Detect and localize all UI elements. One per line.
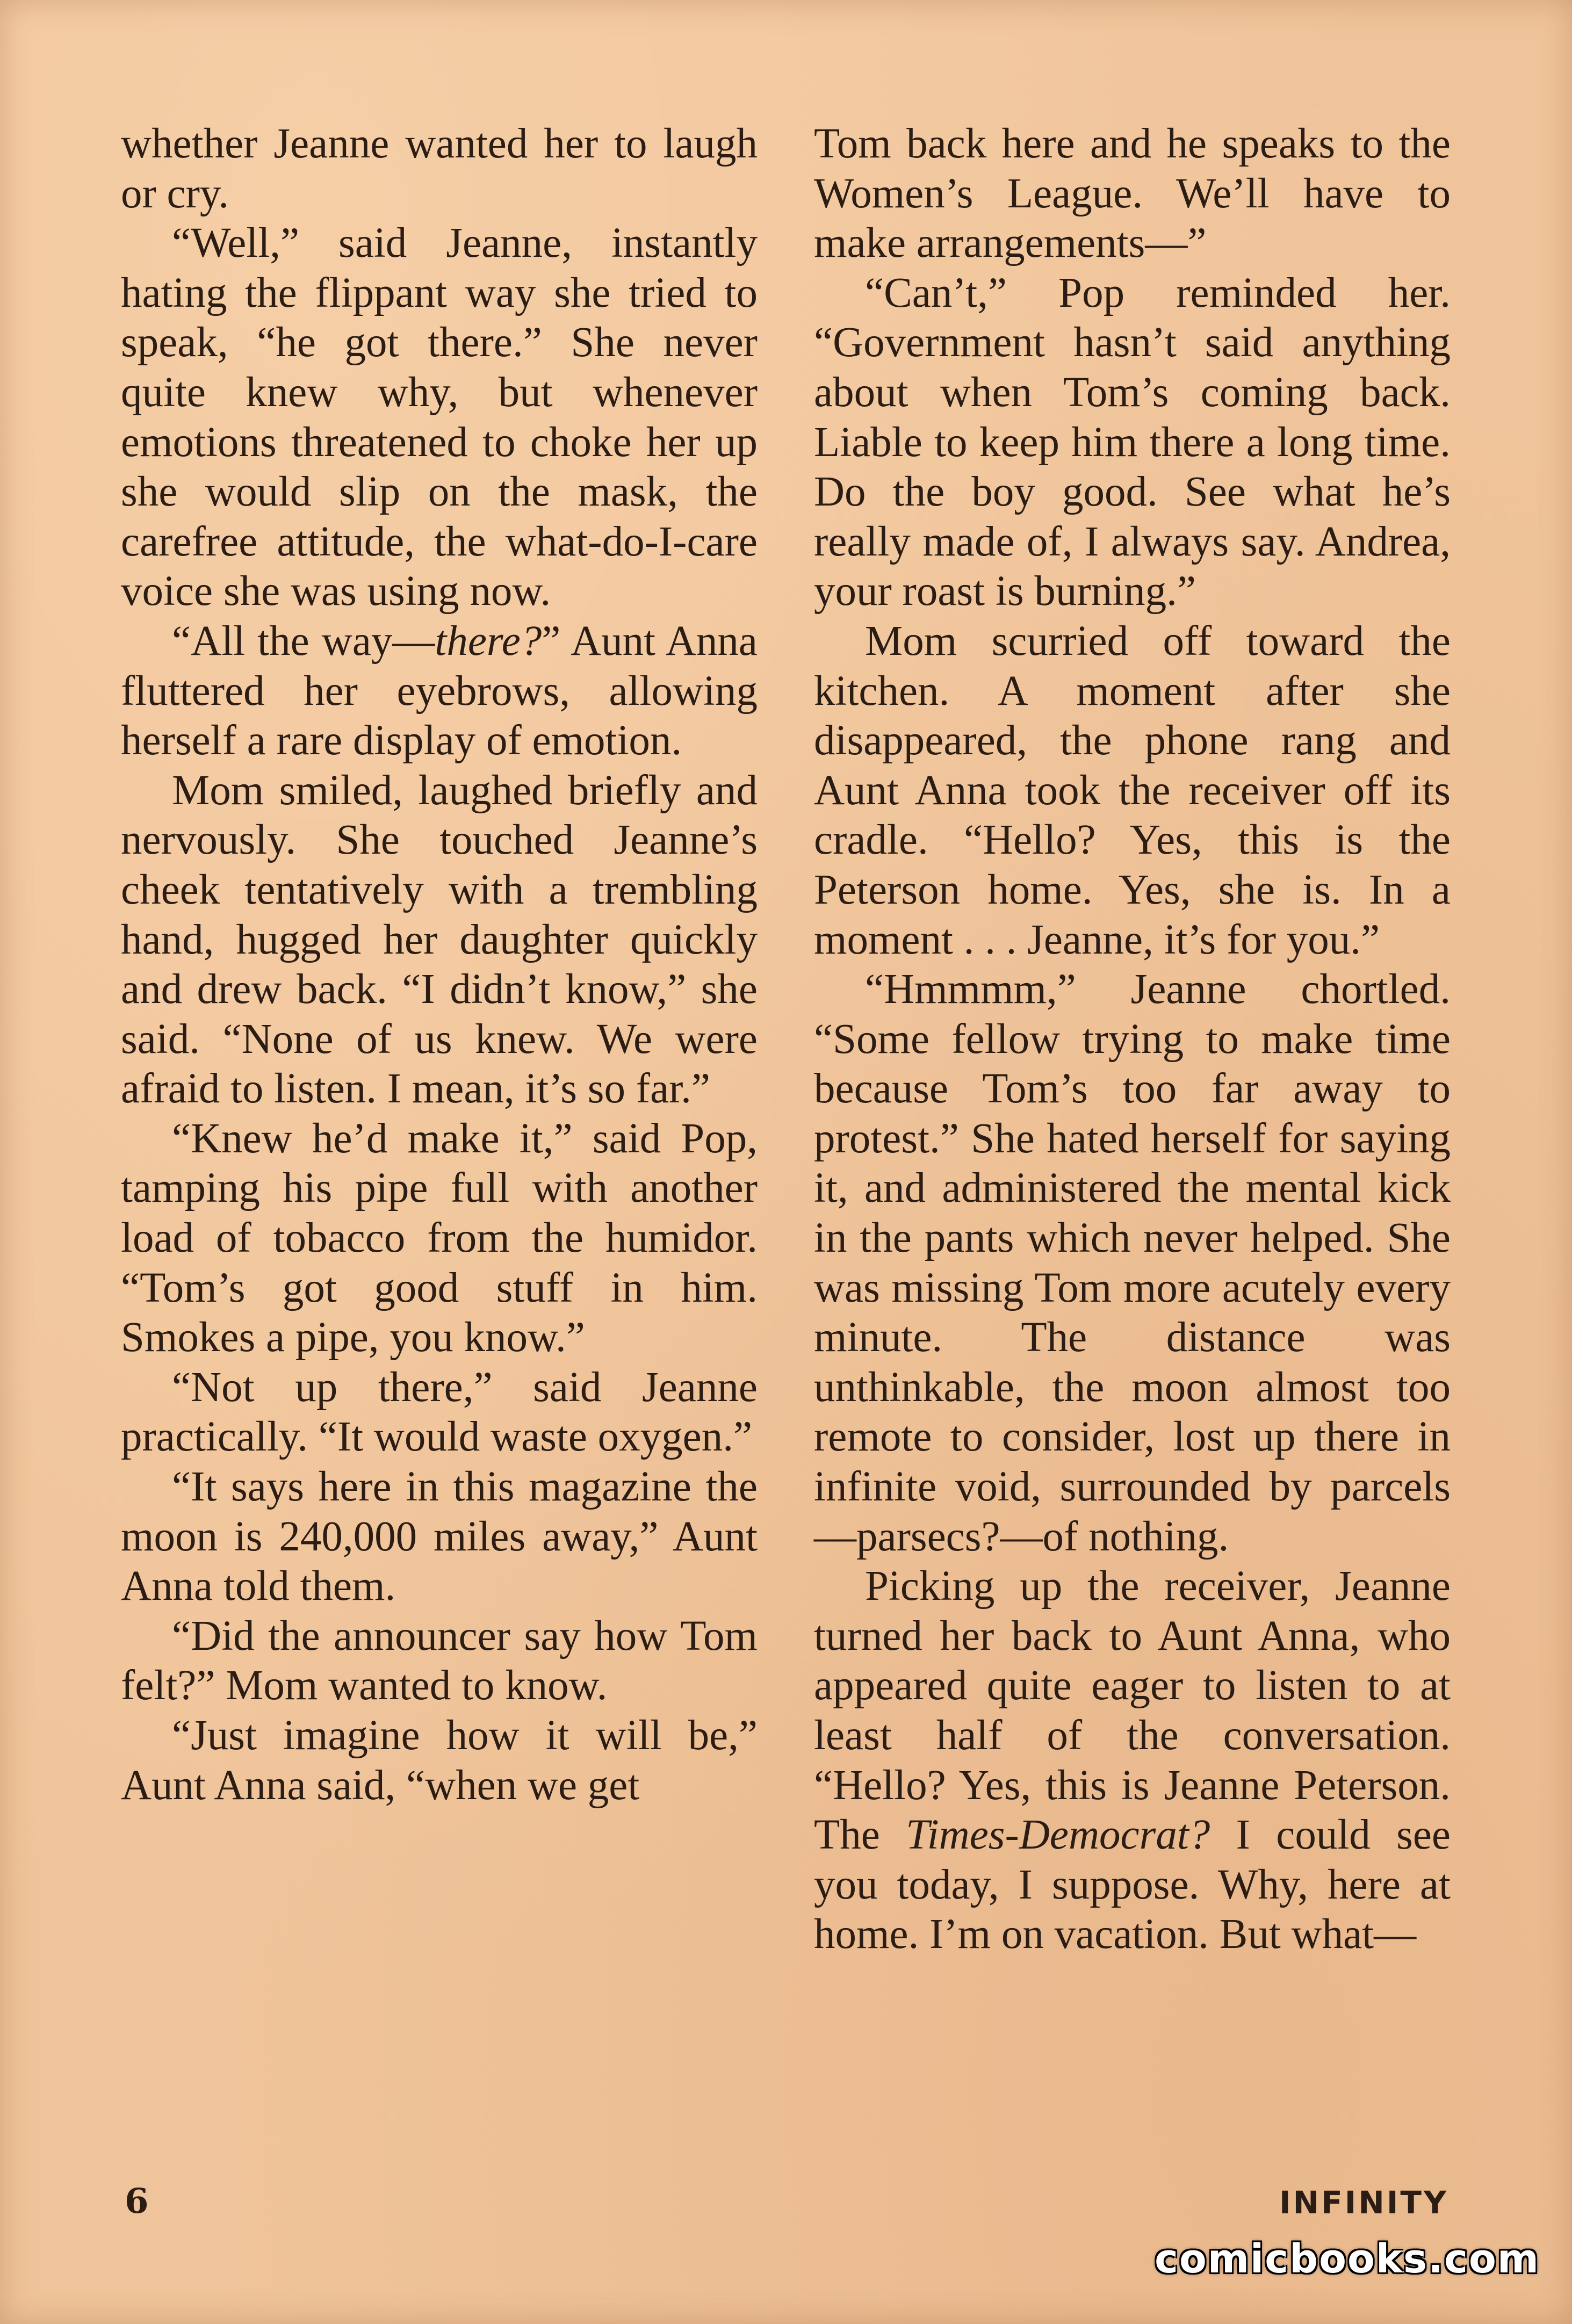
paragraph [121, 617, 758, 766]
italic-text: Times-Democrat? [906, 1811, 1210, 1859]
left-text-column [121, 119, 758, 1810]
paragraph: “Did the announcer say how Tom felt?” Mom wanted to know. [121, 1612, 758, 1709]
paragraph-text: I could see you today, I suppose. Why, here at home. I’m on vacation. But what— [814, 1811, 1451, 1958]
page-number: 6 [125, 2181, 149, 2221]
magazine-title: INFINITY [1279, 2184, 1448, 2221]
paragraph-text: ” Aunt Anna fluttered her eyebrows, allowing herself a rare display of emotion. [121, 617, 758, 764]
paragraph: Mom scurried off toward the kitchen. A moment after she disappeared, the phone rang and Aunt Anna took the receiver off its cradle. “Hello? Yes, this is the Peterson home. Yes, she is. In a moment . . . Jeanne, it’s for you.” [814, 617, 1451, 963]
right-text-column [814, 119, 1451, 1960]
paragraph: “Can’t,” Pop reminded her. “Government hasn’t said anything about when Tom’s coming back. Liable to keep him there a long time. Do the boy good. See what he’s really made of, I always say. Andrea, your roast is burning.” [814, 269, 1451, 615]
paragraph: “Not up there,” said Jeanne practically. “It would waste oxygen.” [121, 1363, 758, 1461]
paragraph: “It says here in this magazine the moon is 240,000 miles away,” Aunt Anna told them. [121, 1463, 758, 1610]
italic-text: there? [435, 617, 542, 665]
paragraph: “Well,” said Jeanne, instantly hating the flippant way she tried to speak, “he got there.” She never quite knew why, but whenever emotions threatened to choke her up she would slip on the mask, the carefree attitude, the what-do-I-care voice she was using now. [121, 220, 758, 615]
paragraph: “Just imagine how it will be,” Aunt Anna said, “when we get [121, 1712, 758, 1809]
paragraph [814, 1562, 1451, 1960]
paragraph-text: “All the way— [172, 617, 435, 665]
paragraph: Tom back here and he speaks to the Women’s League. We’ll have to make arrangements—” [814, 120, 1451, 267]
paragraph: whether Jeanne wanted her to laugh or cry. [121, 120, 758, 217]
paragraph-text: Picking up the receiver, Jeanne turned her back to Aunt Anna, who appeared quite eager to listen to at least half of the conversation. “Hello? Yes, this is Jeanne Peterson. The [814, 1563, 1451, 1859]
paragraph: Mom smiled, laughed briefly and nervously. She touched Jeanne’s cheek tentatively with a trembling hand, hugged her daughter quickly and drew back. “I didn’t know,” she said. “None of us knew. We were afraid to listen. I mean, it’s so far.” [121, 767, 758, 1113]
paragraph: “Knew he’d make it,” said Pop, tamping his pipe full with another load of tobacco from the humidor. “Tom’s got good stuff in him. Smokes a pipe, you know.” [121, 1115, 758, 1361]
paragraph: “Hmmmm,” Jeanne chortled. “Some fellow trying to make time because Tom’s too far away to protest.” She hated herself for saying it, and administered the mental kick in the pants which never helped. She was missing Tom more acutely every minute. The distance was unthinkable, the moon almost too remote to consider, lost up there in infinite void, surrounded by parcels—parsecs?—of nothing. [814, 966, 1451, 1560]
watermark-logo: comicbooks.com [1155, 2236, 1540, 2282]
